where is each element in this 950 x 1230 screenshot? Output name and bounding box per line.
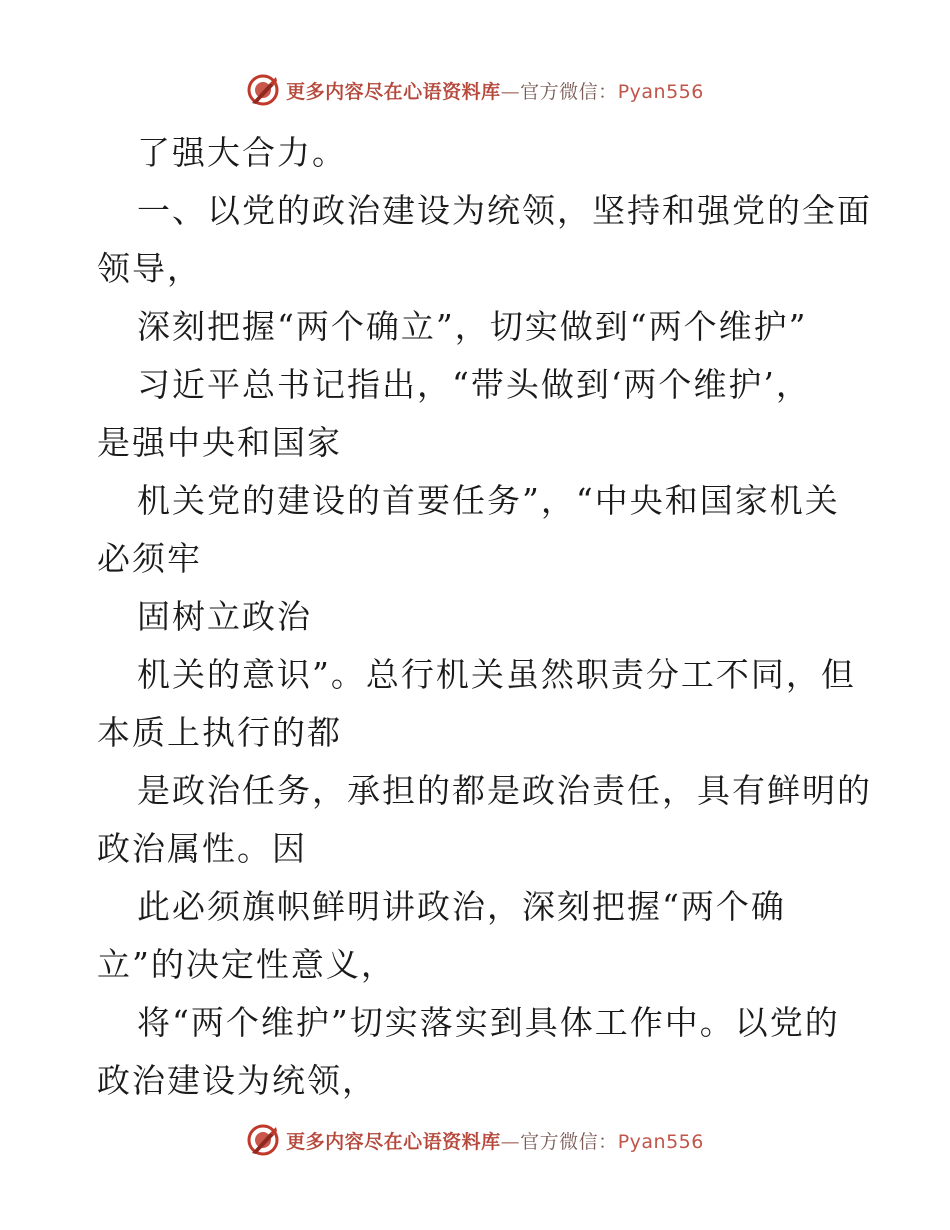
footer-banner-wechat-id: Pyan556: [617, 1130, 704, 1153]
header-watermark-banner: [0, 70, 950, 110]
footer-banner-main: 更多内容尽在心语资料库: [286, 1130, 501, 1153]
body-line: 机关党的建设的首要任务”，“中央和国家机关: [137, 481, 840, 520]
body-line: 必须牢: [97, 539, 202, 578]
body-line: 将“两个维护”切实落实到具体工作中。以党的: [137, 1003, 840, 1042]
document-body: [97, 124, 872, 1110]
body-line: 立”的决定性意义，: [97, 945, 396, 984]
body-line: 了强大合力。: [137, 133, 347, 172]
body-line: 是强中央和国家: [97, 423, 342, 462]
section-heading-line: 领导，: [97, 249, 202, 288]
body-line: 机关的意识”。总行机关虽然职责分工不同，但: [137, 655, 856, 694]
quill-pen-logo-icon: [246, 73, 280, 107]
header-banner-main: 更多内容尽在心语资料库: [286, 80, 501, 103]
body-line: 此必须旗帜鲜明讲政治，深刻把握“两个确: [137, 887, 786, 926]
header-banner-wechat-id: Pyan556: [617, 80, 704, 103]
footer-banner-official: 官方微信：: [520, 1130, 618, 1153]
body-line: 固树立政治: [137, 597, 312, 636]
body-line: 本质上执行的都: [97, 713, 342, 752]
section-heading-line: 一、以党的政治建设为统领，坚持和强党的全面: [137, 191, 872, 230]
body-line: 政治属性。因: [97, 829, 307, 868]
subheading-line: 深刻把握“两个确立”，切实做到“两个维护”: [137, 307, 808, 346]
body-line: 政治建设为统领，: [97, 1061, 377, 1100]
header-banner-dash: —: [500, 80, 521, 103]
footer-watermark-banner: [0, 1120, 950, 1160]
footer-banner-dash: —: [500, 1130, 521, 1153]
header-banner-official: 官方微信：: [520, 80, 618, 103]
body-line: 是政治任务，承担的都是政治责任，具有鲜明的: [137, 771, 872, 810]
footer-banner-text: [286, 1127, 704, 1154]
body-line: 习近平总书记指出，“带头做到‘两个维护’，: [137, 365, 811, 404]
quill-pen-logo-icon: [246, 1123, 280, 1157]
header-banner-text: [286, 77, 704, 104]
